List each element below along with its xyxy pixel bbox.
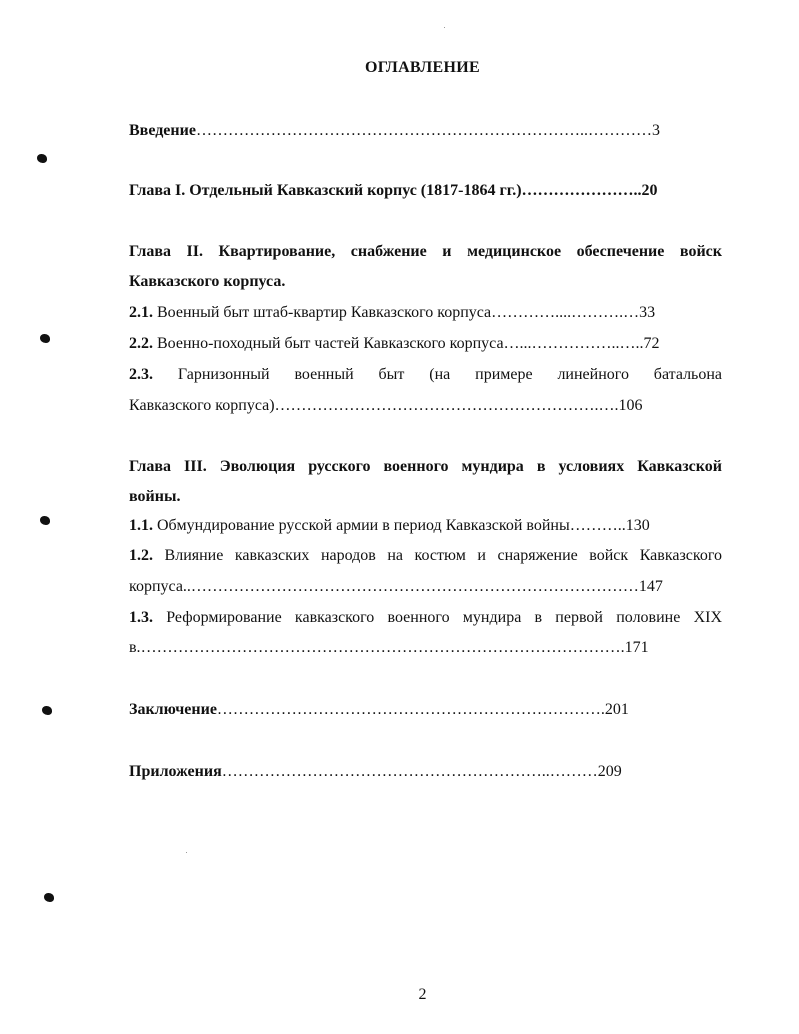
toc-num: 2.2. — [129, 335, 153, 352]
toc-label: Приложения — [129, 763, 222, 780]
toc-label: Реформирование кавказского военного мундира в первой половине XIX — [166, 609, 723, 626]
toc-label: Заключение — [129, 701, 217, 718]
toc-page: 147 — [638, 578, 663, 595]
toc-num: 1.1. — [129, 517, 153, 534]
toc-label: корпуса.. — [129, 578, 191, 595]
toc-entry-chapter-1[interactable] — [129, 181, 722, 201]
toc-dots: …………....……….… — [491, 304, 640, 321]
scan-speck — [444, 27, 445, 28]
toc-page: 106 — [618, 397, 643, 414]
chapter-2-title-line-2: Кавказского корпуса. — [129, 273, 286, 290]
toc-entry-1-1[interactable] — [129, 516, 722, 536]
toc-entry-2-3-line-2[interactable] — [129, 396, 722, 416]
toc-entry-1-3-line-2[interactable] — [129, 638, 722, 658]
punch-hole-mark — [44, 893, 54, 902]
toc-dots: ……………………………………………………..……… — [221, 763, 598, 780]
punch-hole-mark — [42, 706, 52, 715]
toc-entry-1-2-line-2[interactable] — [129, 577, 722, 597]
toc-dots: …...……………..….. — [503, 335, 644, 352]
punch-hole-mark — [40, 516, 50, 525]
toc-page: 3 — [651, 122, 660, 139]
toc-label: Обмундирование русской армии в период Кавказской войны — [153, 517, 570, 534]
toc-label: Гарнизонный военный быт (на примере линейного батальона — [177, 366, 723, 383]
toc-entry-appendix[interactable] — [129, 762, 722, 782]
toc-num: 1.2. — [129, 547, 153, 564]
toc-page: 33 — [639, 304, 656, 321]
toc-label: Введение — [129, 122, 196, 139]
toc-dots: ………………………………………………………………..………… — [195, 122, 652, 139]
toc-dots: …………………………………………………….…. — [274, 397, 619, 414]
toc-dots: ………………………………………………………………. — [216, 701, 605, 718]
toc-entry-2-2[interactable] — [129, 334, 722, 354]
toc-page: 209 — [597, 763, 622, 780]
toc-label: Военный быт штаб-квартир Кавказского корпуса — [153, 304, 492, 321]
scan-speck — [186, 852, 187, 853]
toc-page: 171 — [624, 639, 649, 656]
toc-dots: ……….. — [569, 517, 626, 534]
toc-label: Военно-походный быт частей Кавказского корпуса — [153, 335, 504, 352]
toc-entry-2-1[interactable] — [129, 303, 722, 323]
toc-entry-1-3-line-1[interactable] — [129, 608, 722, 628]
toc-label: Кавказского корпуса) — [129, 397, 275, 414]
chapter-3-title-line-1: Глава III. Эволюция русского военного мундира в условиях Кавказской — [129, 458, 722, 475]
toc-entry-intro[interactable] — [129, 121, 722, 141]
toc-entry-conclusion[interactable] — [129, 700, 722, 720]
punch-hole-mark — [37, 154, 47, 163]
chapter-3-title-line-2: войны. — [129, 488, 181, 505]
toc-page: 72 — [643, 335, 660, 352]
punch-hole-mark — [40, 334, 50, 343]
toc-label: Глава I. Отдельный Кавказский корпус (1817-1864 гг.) — [129, 182, 522, 199]
toc-page: 130 — [625, 517, 650, 534]
toc-page: .20 — [637, 182, 658, 199]
toc-num: 1.3. — [129, 609, 153, 626]
toc-entry-2-3-line-1[interactable] — [129, 365, 722, 385]
toc-dots: ………………………………………………………………………… — [190, 578, 639, 595]
toc-dots: …………………. — [521, 182, 638, 199]
page-number: 2 — [418, 986, 427, 1003]
toc-page: 201 — [604, 701, 629, 718]
toc-dots: ………………………………………………………………………………. — [140, 639, 625, 656]
toc-entry-1-2-line-1[interactable] — [129, 546, 722, 566]
toc-num: 2.1. — [129, 304, 153, 321]
toc-num: 2.3. — [129, 366, 153, 383]
toc-label: в. — [129, 639, 141, 656]
chapter-2-title-line-1: Глава II. Квартирование, снабжение и медицинское обеспечение войск — [129, 243, 722, 260]
toc-label: Влияние кавказских народов на костюм и снаряжение войск Кавказского — [164, 547, 723, 564]
page-title: ОГЛАВЛЕНИЕ — [365, 59, 480, 76]
